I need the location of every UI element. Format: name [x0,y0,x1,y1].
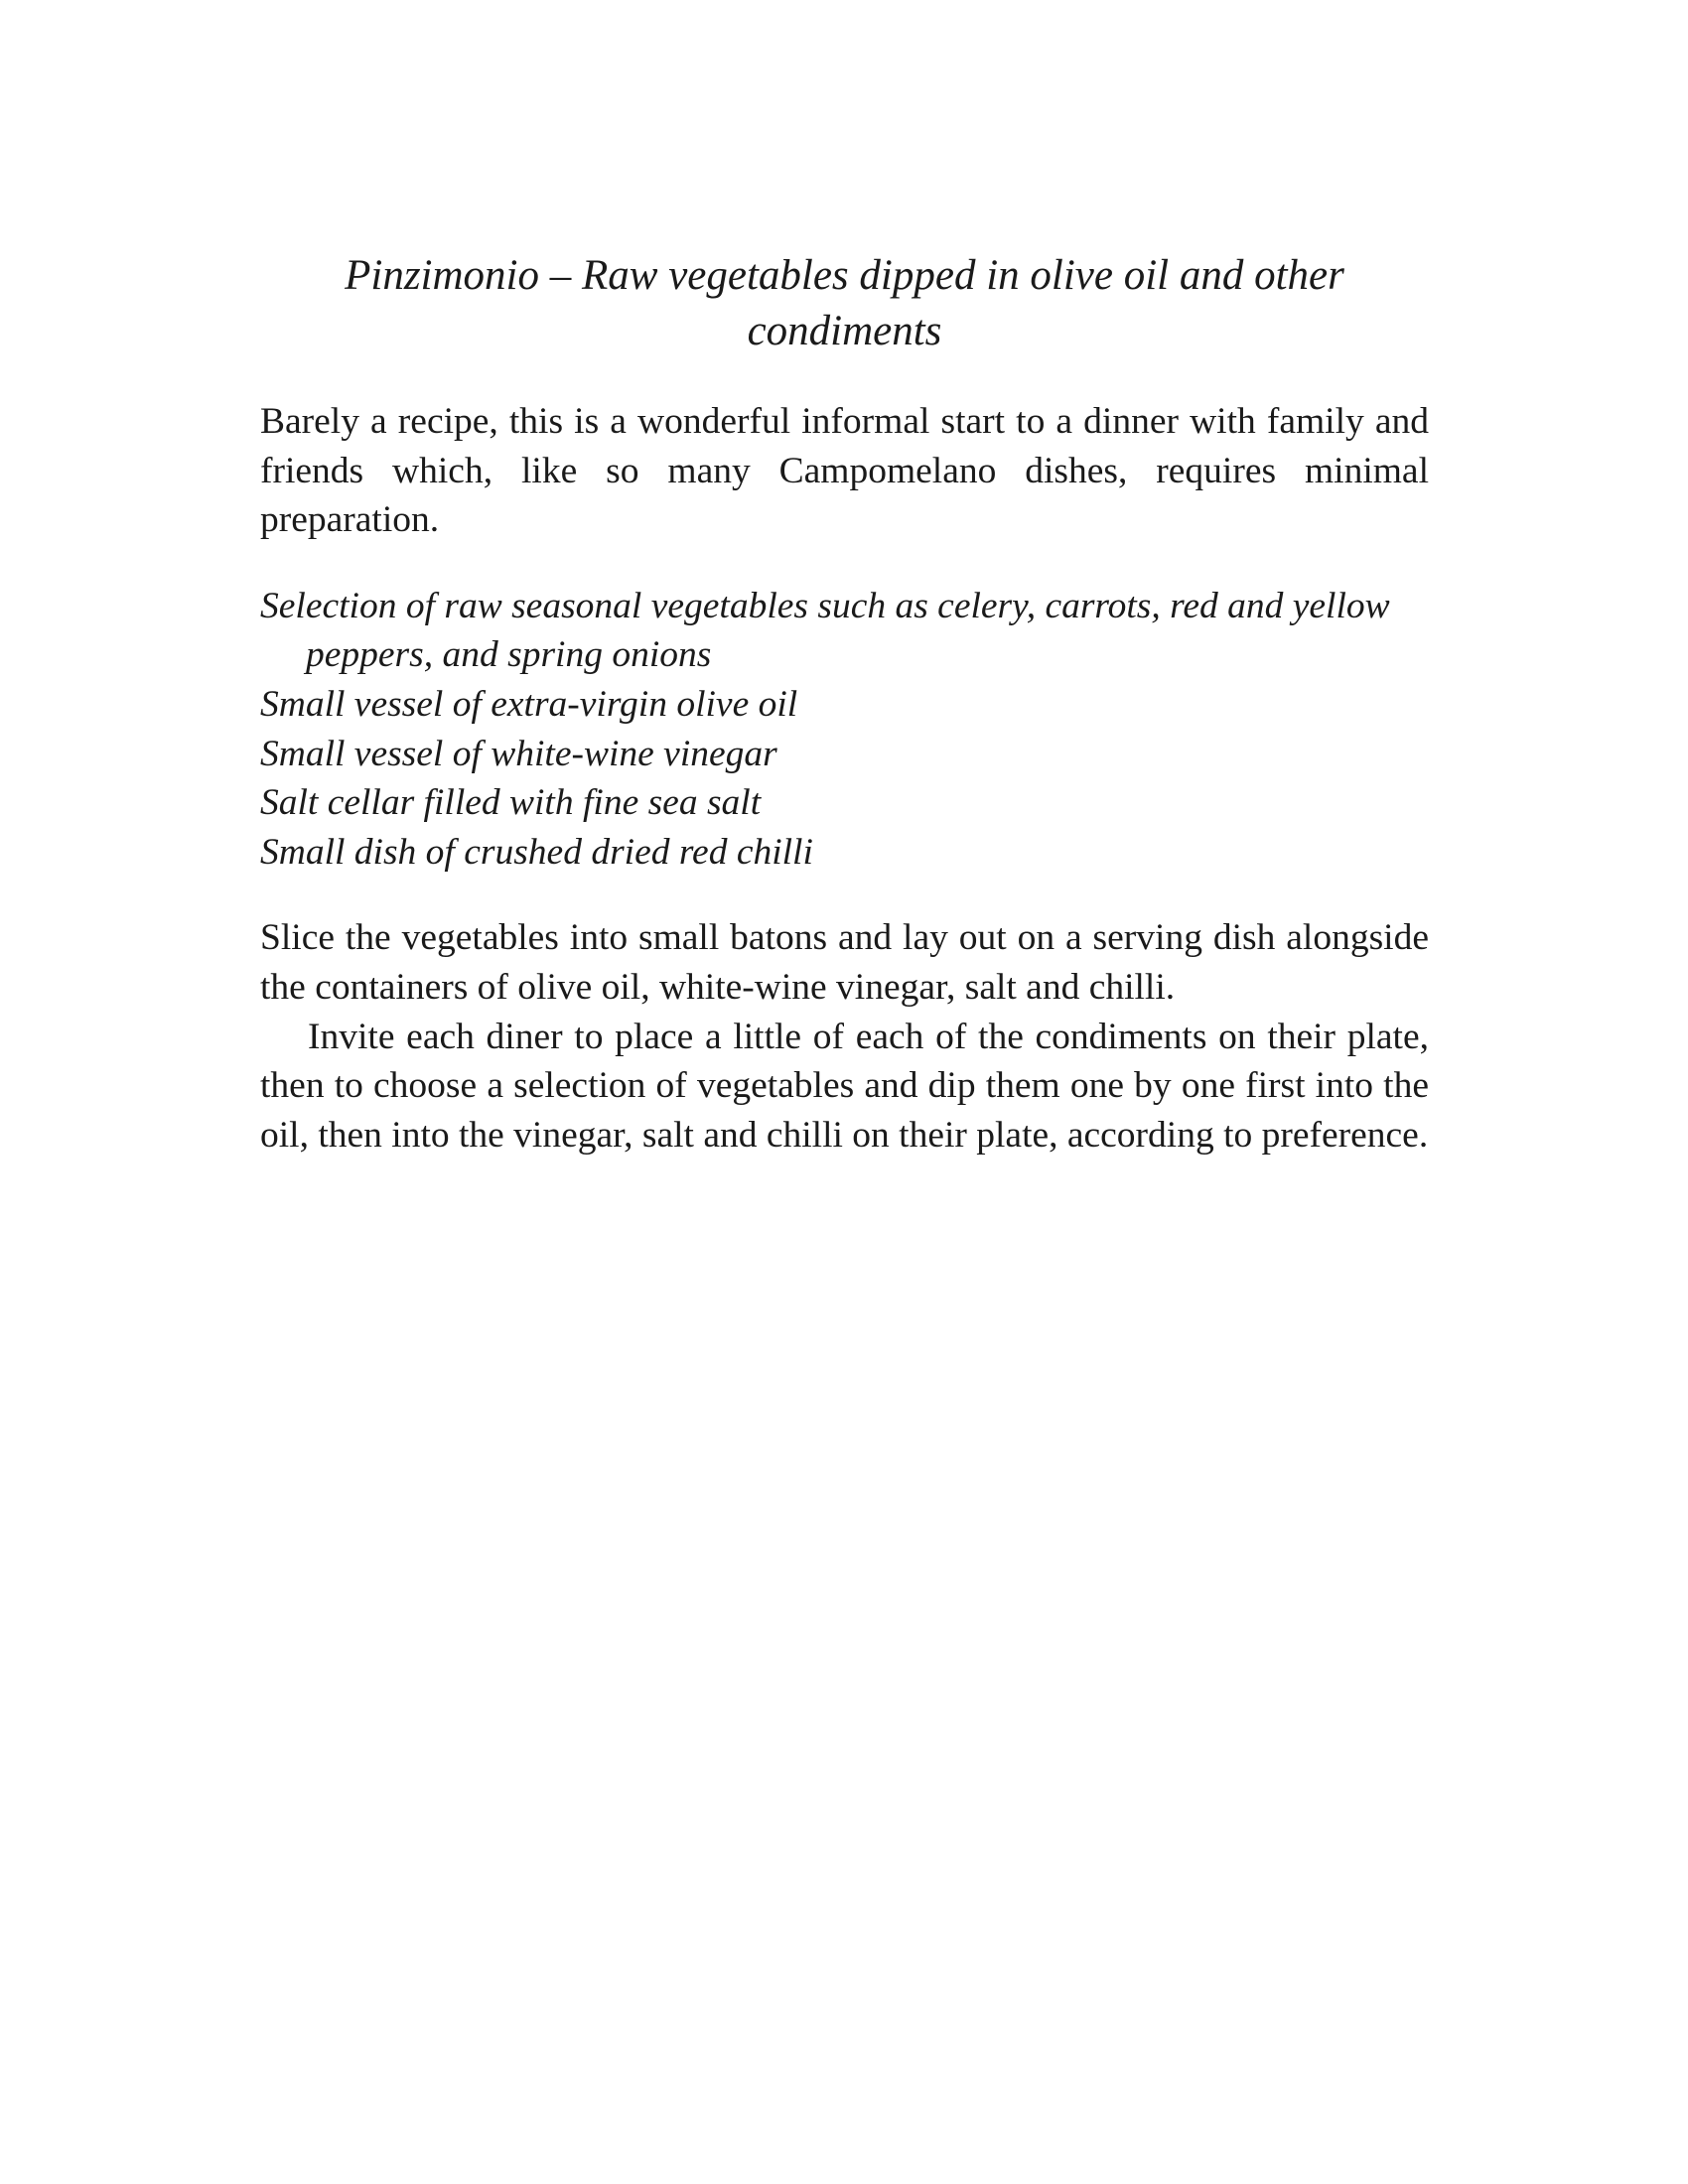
ingredient-item: Salt cellar filled with fine sea salt [260,782,762,824]
recipe-page [260,248,1429,1160]
ingredient-item: Small vessel of extra-virgin olive oil [260,683,798,725]
recipe-intro: Barely a recipe, this is a wonderful informal start to a dinner with family and friends which, like so many Campomelano dishes, requires minimal preparation. [260,401,1429,541]
method-paragraph: Slice the vegetables into small batons and lay out on a serving dish alongside the containers of olive oil, white-wine vinegar, salt and chilli. [260,917,1429,1008]
ingredient-list [260,582,1429,878]
ingredient-item: Small vessel of white-wine vinegar [260,733,777,774]
ingredient-item: Selection of raw seasonal vegetables such as celery, carrots, red and yellow peppers, and spring onions [260,585,1390,676]
method-paragraph: Invite each diner to place a little of each of the condiments on their plate, then to choose a selection of vegetables and dip them one by one first into the oil, then into the vinegar, salt and chilli on their plate, according to preference. [260,1016,1429,1156]
recipe-title: Pinzimonio – Raw vegetables dipped in olive oil and other condiments [345,252,1344,354]
method-section [260,913,1429,1160]
ingredient-item: Small dish of crushed dried red chilli [260,831,813,873]
